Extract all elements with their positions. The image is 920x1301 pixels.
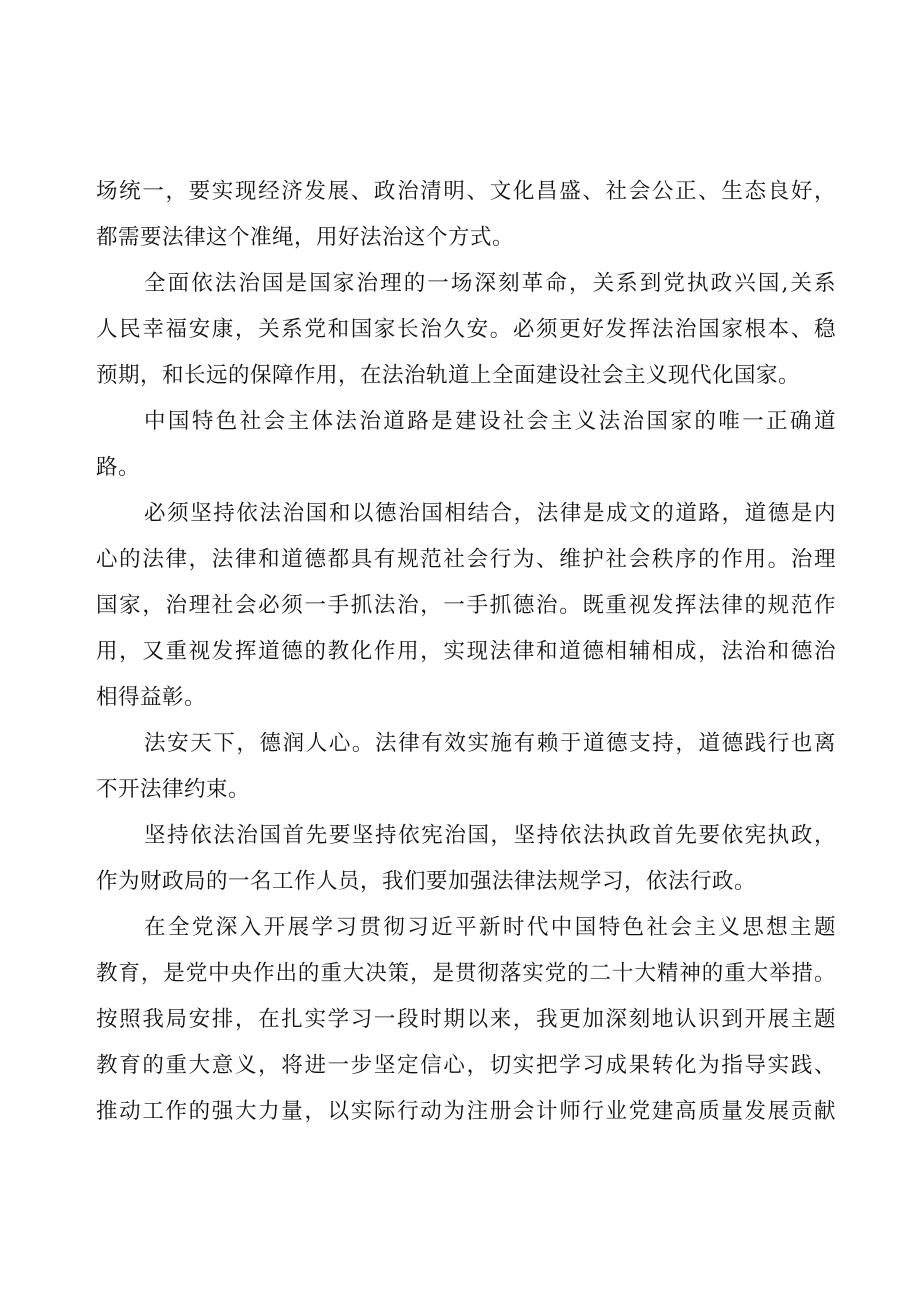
paragraph-line: 推动工作的强大力量，以实际行动为注册会计师行业党建高质量发展贡献	[96, 1099, 836, 1124]
paragraph-line: 国家，治理社会必须一手抓法治，一手抓德治。既重视发挥法律的规范作	[96, 593, 836, 618]
paragraph-line: 法安天下，德润人心。法律有效实施有赖于道德支持，道德践行也离	[144, 731, 836, 756]
paragraph-line: 全面依法治国是国家治理的一场深刻革命，关系到党执政兴国,关系	[144, 271, 836, 296]
paragraph-line: 都需要法律这个准绳，用好法治这个方式。	[96, 225, 515, 250]
paragraph-line: 教育的重大意义，将进一步坚定信心，切实把学习成果转化为指导实践、	[96, 1053, 836, 1078]
paragraph-line: 路。	[96, 455, 141, 480]
paragraph-line: 人民幸福安康，关系党和国家长治久安。必须更好发挥法治国家根本、稳	[96, 317, 836, 342]
paragraph-line: 预期，和长远的保障作用，在法治轨道上全面建设社会主义现代化国家。	[96, 363, 801, 388]
paragraph-line: 心的法律，法律和道德都具有规范社会行为、维护社会秩序的作用。治理	[96, 547, 836, 572]
document-body	[96, 169, 836, 1135]
paragraph-line: 坚持依法治国首先要坚持依宪治国，坚持依法执政首先要依宪执政，	[144, 823, 836, 848]
paragraph-line: 教育，是党中央作出的重大决策，是贯彻落实党的二十大精神的重大举措。	[96, 961, 836, 986]
paragraph-line: 作为财政局的一名工作人员，我们要加强法律法规学习，依法行政。	[96, 869, 757, 894]
paragraph-line: 用，又重视发挥道德的教化作用，实现法律和道德相辅相成，法治和德治	[96, 639, 836, 664]
paragraph-line: 在全党深入开展学习贯彻习近平新时代中国特色社会主义思想主题	[144, 915, 836, 940]
paragraph-line: 不开法律约束。	[96, 777, 251, 802]
paragraph-line: 相得益彰。	[96, 685, 207, 710]
paragraph-line: 必须坚持依法治国和以德治国相结合，法律是成文的道路，道德是内	[144, 501, 836, 526]
paragraph-line: 中国特色社会主体法治道路是建设社会主义法治国家的唯一正确道	[144, 409, 836, 434]
paragraph-line: 场统一，要实现经济发展、政治清明、文化昌盛、社会公正、生态良好，	[96, 179, 836, 204]
paragraph-line: 按照我局安排，在扎实学习一段时期以来，我更加深刻地认识到开展主题	[96, 1007, 836, 1032]
